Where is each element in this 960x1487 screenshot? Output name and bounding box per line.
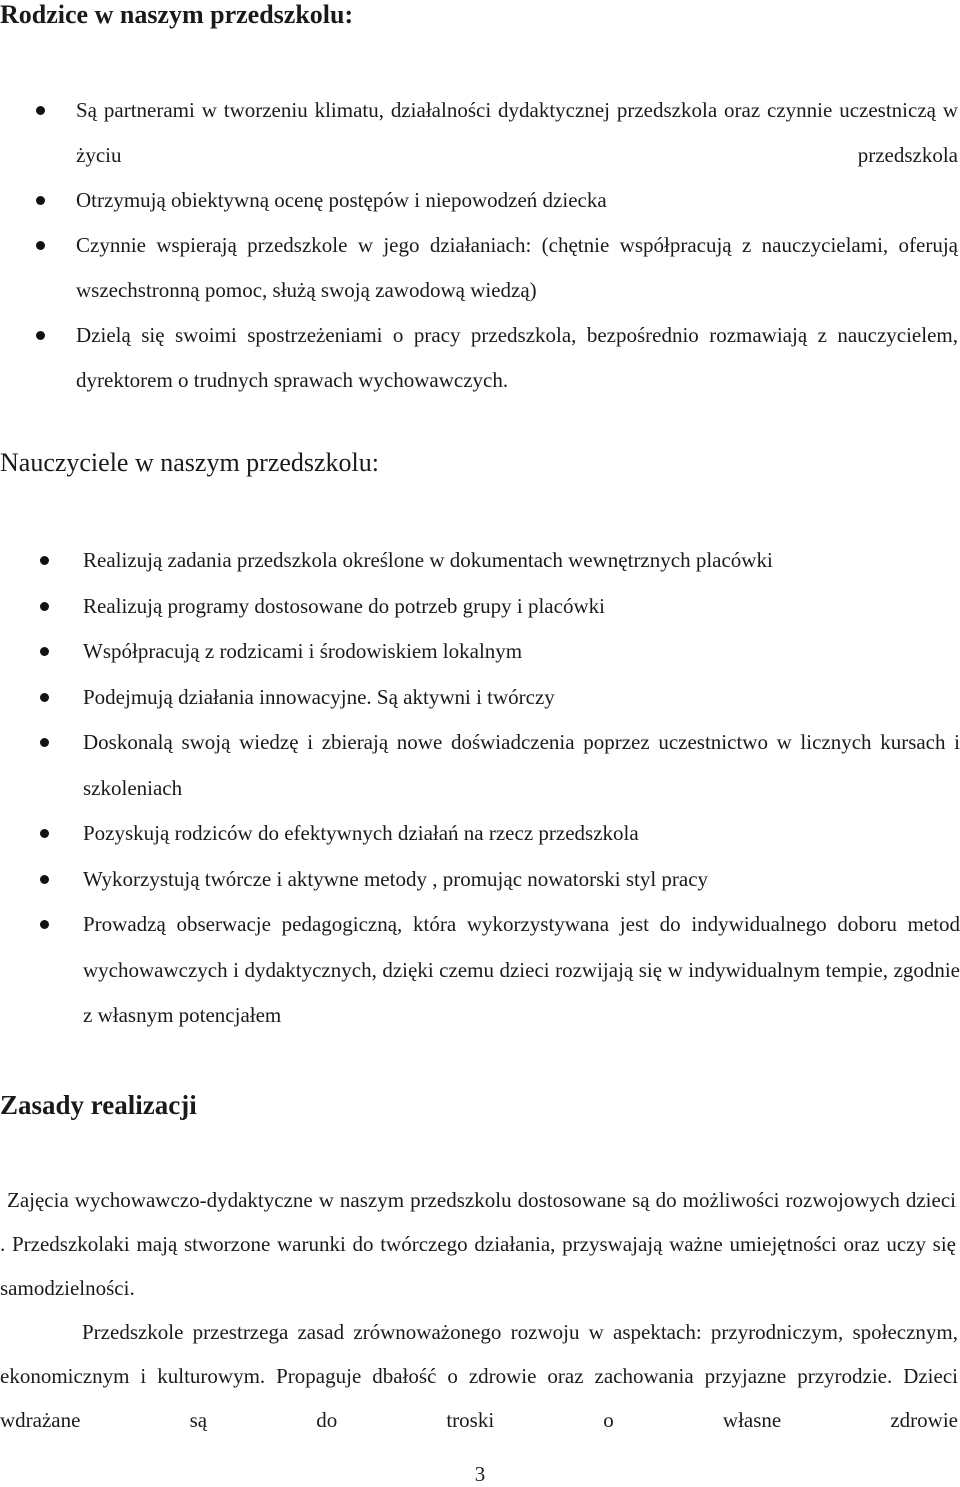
- list-item-text: Są partnerami w tworzeniu klimatu, działalności dydaktycznej przedszkola oraz czynnie uczestniczą w życiu przedszkola: [76, 98, 958, 167]
- list-item: [40, 538, 960, 584]
- bullet-icon: [40, 875, 49, 884]
- list-item-text: Podejmują działania innowacyjne. Są aktywni i twórczy: [83, 684, 555, 709]
- list-item-text: Dzielą się swoimi spostrzeżeniami o pracy przedszkola, bezpośrednio rozmawiają z nauczycielem, dyrektorem o trudnych sprawach wychowawczych.: [76, 323, 958, 392]
- list-item: [40, 811, 960, 857]
- paragraph-sustainability: Przedszkole przestrzega zasad zrównoważonego rozwoju w aspektach: przyrodniczym, społecznym, ekonomicznym i kulturowym. Propaguje dbałość o zdrowie oraz zachowania przyjazne przyrodzie. Dzieci wdrażane są do troski o własne zdrowie: [0, 1320, 958, 1432]
- list-item-text: Realizują zadania przedszkola określone w dokumentach wewnętrznych placówki: [83, 548, 773, 572]
- list-item: [36, 223, 958, 313]
- list-item: [40, 902, 960, 1039]
- bullet-icon: [40, 647, 49, 656]
- bullet-icon: [40, 920, 49, 929]
- list-item: [40, 857, 960, 903]
- list-item-text: Czynnie wspierają przedszkole w jego działaniach: (chętnie współpracują z nauczycielami, oferują wszechstronną pomoc, służą swoją zawodową wiedzą): [76, 233, 958, 302]
- bullet-icon: [40, 738, 49, 747]
- list-item-text: Prowadzą obserwacje pedagogiczną, która wykorzystywana jest do indywidualnego doboru metod wychowawczych i dydaktycznych, dzięki czemu dzieci rozwijają się w indywidualnym tempie, zgodnie z własnym potencjałem: [83, 912, 960, 1027]
- bullet-icon: [40, 556, 49, 565]
- list-item: [36, 313, 958, 403]
- bullet-icon: [40, 693, 49, 702]
- page-number: 3: [474, 1462, 486, 1486]
- bullet-icon: [40, 602, 49, 611]
- list-item-text: Wykorzystują twórcze i aktywne metody , promując nowatorski styl pracy: [83, 866, 709, 891]
- list-item: [40, 720, 960, 811]
- teachers-list: [40, 538, 960, 1039]
- list-item: [40, 675, 960, 721]
- bullet-icon: [36, 241, 45, 250]
- list-item-text: Współpracują z rodzicami i środowiskiem lokalnym: [83, 639, 523, 663]
- bullet-icon: [36, 106, 45, 115]
- bullet-icon: [36, 331, 45, 340]
- list-item: [36, 178, 958, 223]
- list-item-text: Otrzymują obiektywną ocenę postępów i niepowodzeń dziecka: [76, 188, 607, 212]
- paragraph-classes: Zajęcia wychowawczo-dydaktyczne w naszym przedszkolu dostosowane są do możliwości rozwojowych dzieci . Przedszkolaki mają stworzone warunki do twórczego działania, przyswajają ważne umiejętności oraz uczy się samodzielności.: [0, 1188, 956, 1300]
- list-item: [40, 584, 960, 630]
- bullet-icon: [36, 196, 45, 205]
- section-title-teachers: Nauczyciele w naszym przedszkolu:: [0, 448, 380, 477]
- list-item: [40, 629, 960, 675]
- section-title-parents: Rodzice w naszym przedszkolu:: [0, 0, 354, 29]
- list-item-text: Pozyskują rodziców do efektywnych działań na rzecz przedszkola: [83, 821, 639, 845]
- list-item: [36, 88, 958, 178]
- bullet-icon: [40, 829, 49, 838]
- list-item-text: Doskonalą swoją wiedzę i zbierają nowe doświadczenia poprzez uczestnictwo w licznych kursach i szkoleniach: [83, 730, 960, 800]
- section-title-rules: Zasady realizacji: [0, 1090, 197, 1120]
- parents-list: [36, 88, 958, 403]
- list-item-text: Realizują programy dostosowane do potrzeb grupy i placówki: [83, 593, 605, 618]
